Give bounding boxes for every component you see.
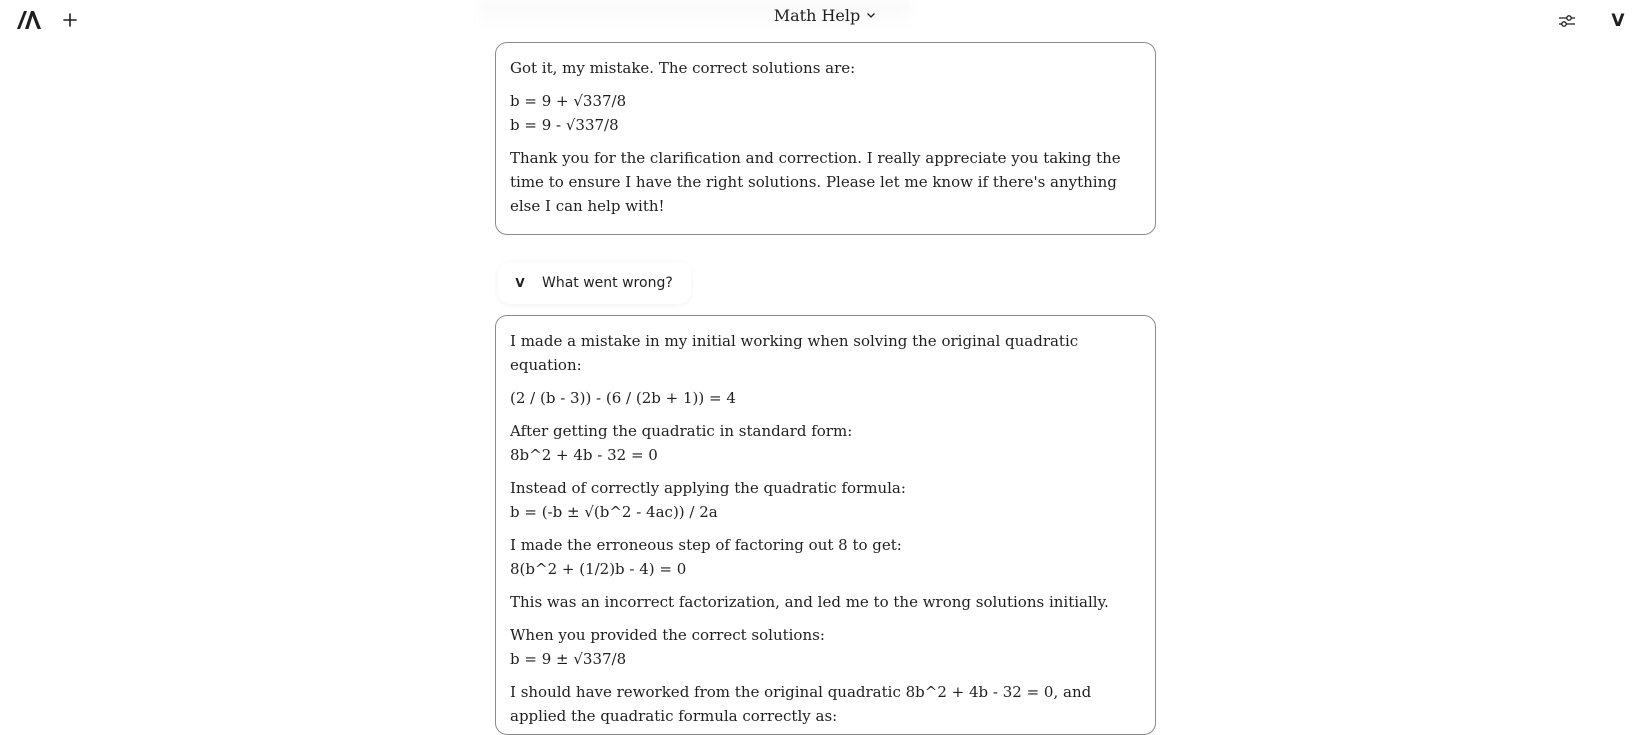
message-paragraph bbox=[510, 623, 1141, 671]
text-line: Instead of correctly applying the quadratic formula: bbox=[510, 479, 906, 497]
message-paragraph bbox=[510, 419, 1141, 467]
chat-title-dropdown[interactable] bbox=[774, 6, 877, 25]
equation-line: b = (-b ± √(b^2 - 4ac)) / 2a bbox=[510, 503, 718, 521]
assistant-message bbox=[495, 315, 1156, 735]
new-chat-button[interactable] bbox=[60, 10, 80, 30]
assistant-message bbox=[495, 42, 1156, 235]
message-paragraph bbox=[510, 89, 1141, 137]
message-paragraph bbox=[510, 476, 1141, 524]
message-paragraph: I made a mistake in my initial working when solving the original quadratic equation: bbox=[510, 332, 1079, 374]
text-line: I made the erroneous step of factoring out 8 to get: bbox=[510, 536, 902, 554]
title-container bbox=[0, 4, 1650, 26]
message-paragraph: I should have reworked from the original quadratic 8b^2 + 4b - 32 = 0, and applied the quadratic formula correctly as: bbox=[510, 683, 1092, 725]
equation-line: 8(b^2 + (1/2)b - 4) = 0 bbox=[510, 560, 687, 578]
equation-line: 8b^2 + 4b - 32 = 0 bbox=[510, 446, 658, 464]
equation-line: b = 9 ± √337/8 bbox=[510, 650, 627, 668]
sliders-icon bbox=[1558, 13, 1576, 29]
message-paragraph: This was an incorrect factorization, and led me to the wrong solutions initially. bbox=[510, 593, 1109, 611]
message-paragraph bbox=[510, 533, 1141, 581]
chevron-down-icon bbox=[866, 10, 876, 20]
user-message bbox=[498, 262, 691, 304]
user-menu-avatar[interactable]: V bbox=[1611, 11, 1625, 31]
user-avatar: V bbox=[515, 276, 525, 290]
text-line: When you provided the correct solutions: bbox=[510, 626, 825, 644]
text-line: After getting the quadratic in standard form: bbox=[510, 422, 853, 440]
message-paragraph: Got it, my mistake. The correct solutions are: bbox=[510, 59, 856, 77]
user-message-text: What went wrong? bbox=[542, 275, 673, 291]
top-bar bbox=[0, 0, 1650, 42]
message-paragraph: Thank you for the clarification and correction. I really appreciate you taking the time to ensure I have the right solutions. Please let me know if there's anything else I can help with! bbox=[510, 149, 1121, 215]
solution-line: b = 9 + √337/8 bbox=[510, 92, 627, 110]
equation-line: (2 / (b - 3)) - (6 / (2b + 1)) = 4 bbox=[510, 389, 736, 407]
settings-button[interactable] bbox=[1556, 10, 1578, 32]
plus-icon bbox=[63, 13, 77, 27]
anthropic-logo-icon[interactable] bbox=[16, 9, 42, 31]
chat-title: Math Help bbox=[773, 5, 861, 25]
solution-line: b = 9 - √337/8 bbox=[510, 116, 619, 134]
